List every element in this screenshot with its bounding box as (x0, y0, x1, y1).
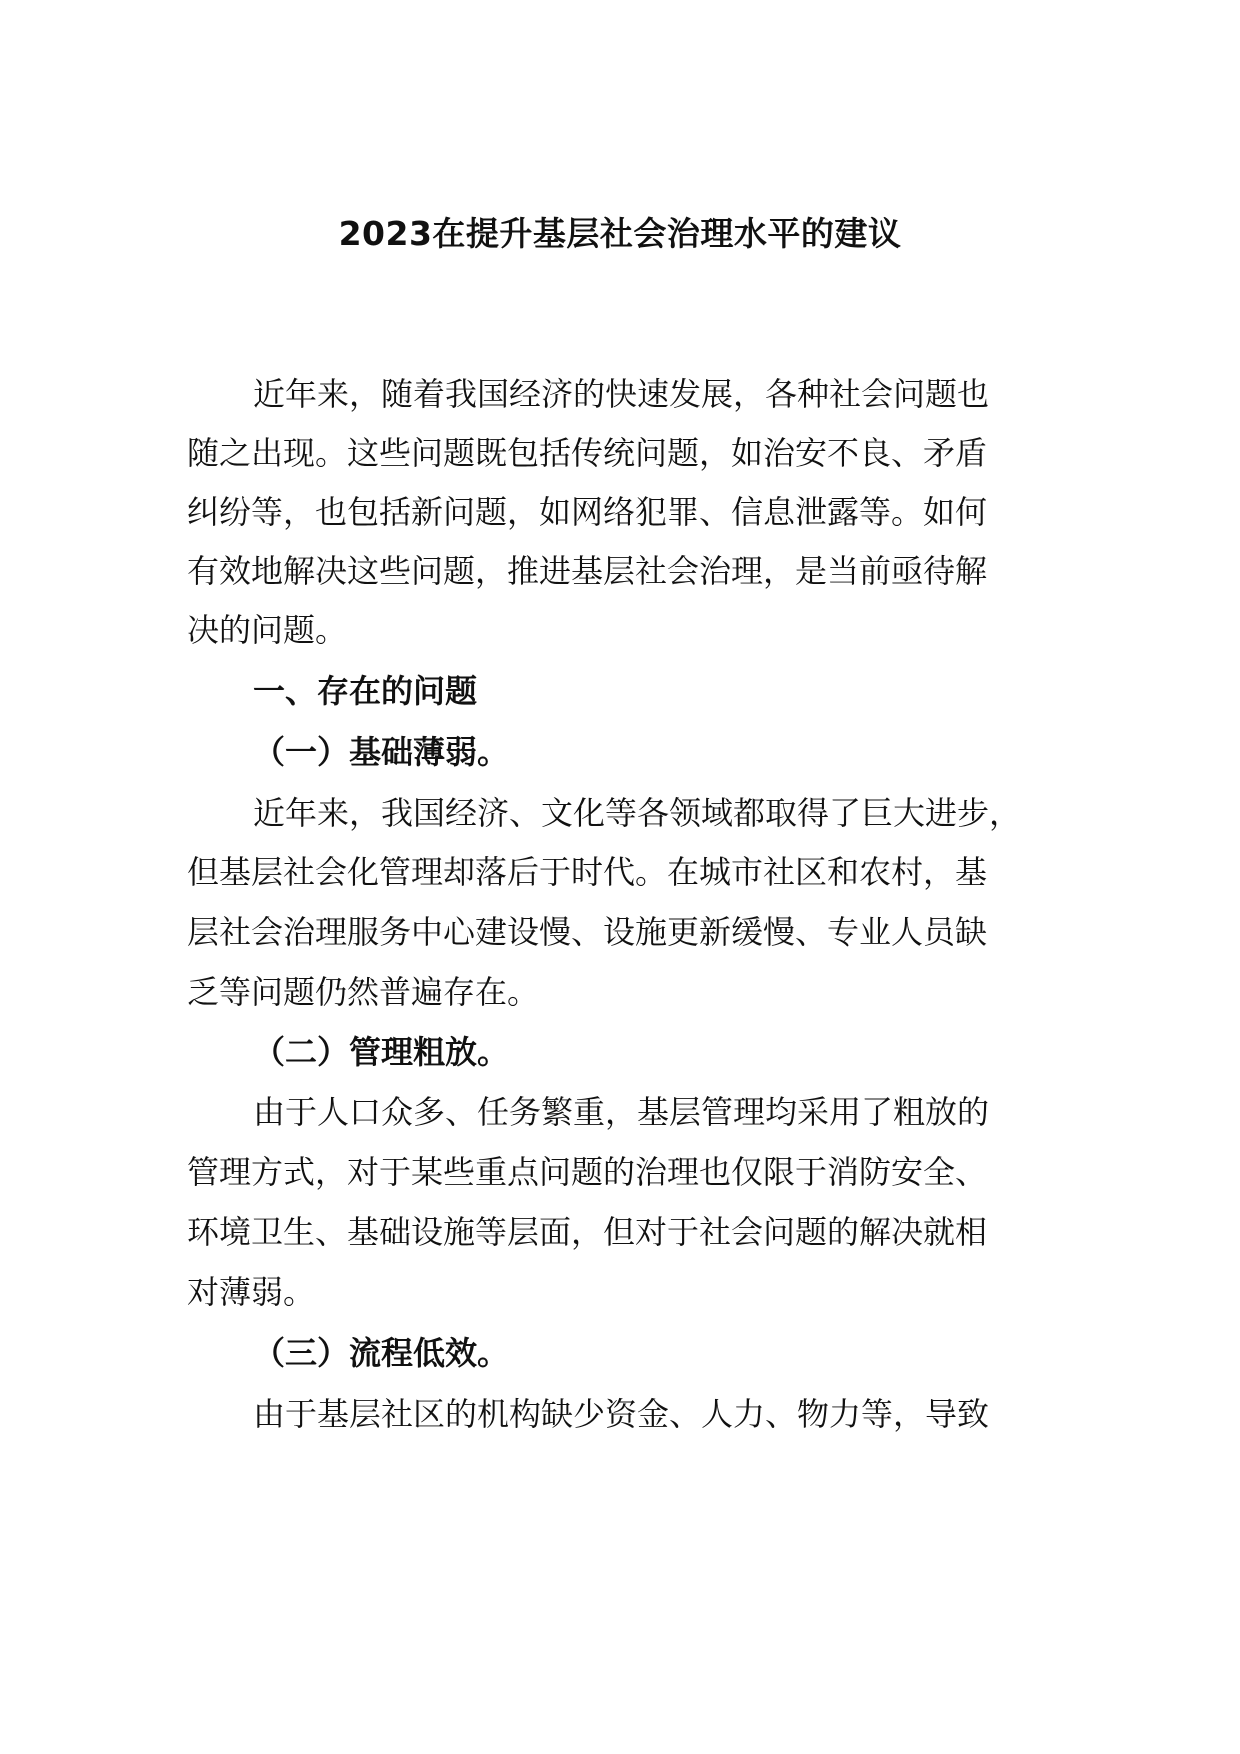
paragraph-line: 决的问题。 (187, 611, 348, 649)
paragraph-line: 近年来，随着我国经济的快速发展，各种社会问题也 (253, 375, 990, 413)
paragraph-line: 纠纷等，也包括新问题，如网络犯罪、信息泄露等。如何 (187, 493, 988, 531)
subsection-heading: （一）基础薄弱。 (253, 733, 510, 771)
subsection-heading: （三）流程低效。 (253, 1334, 510, 1372)
paragraph-line: 近年来，我国经济、文化等各领域都取得了巨大进步， (253, 794, 1022, 832)
paragraph-line: 由于人口众多、任务繁重，基层管理均采用了粗放的 (253, 1093, 990, 1131)
subsection-heading: （二）管理粗放。 (253, 1033, 510, 1071)
paragraph-line: 随之出现。这些问题既包括传统问题，如治安不良、矛盾 (187, 434, 988, 472)
paragraph-line: 对薄弱。 (187, 1273, 316, 1311)
paragraph-line: 环境卫生、基础设施等层面，但对于社会问题的解决就相 (187, 1213, 988, 1251)
paragraph-line: 有效地解决这些问题，推进基层社会治理，是当前亟待解 (187, 552, 988, 590)
paragraph-line: 乏等问题仍然普遍存在。 (187, 973, 540, 1011)
paragraph-line: 管理方式，对于某些重点问题的治理也仅限于消防安全、 (187, 1153, 988, 1191)
paragraph-line: 但基层社会化管理却落后于时代。在城市社区和农村，基 (187, 853, 988, 891)
paragraph-line: 层社会治理服务中心建设慢、设施更新缓慢、专业人员缺 (187, 913, 988, 951)
document-title: 2023在提升基层社会治理水平的建议 (338, 214, 902, 253)
paragraph-line: 由于基层社区的机构缺少资金、人力、物力等，导致 (253, 1395, 990, 1433)
section-heading: 一、存在的问题 (253, 672, 478, 710)
